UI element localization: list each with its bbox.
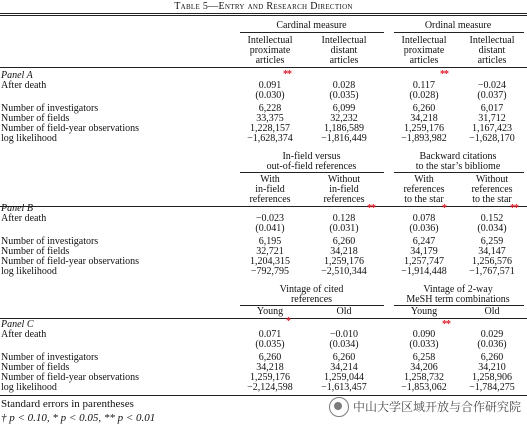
panel-b-after-death-c1: −0.023 [255,213,285,224]
panel-a-ll-c1: −1,628,374 [247,133,293,144]
panel-b-star-c2: ** [367,203,375,214]
panel-a-col2-l3: articles [329,55,359,66]
panel-a-star-c3: ** [440,69,448,80]
panel-a-inv-c1: 6,228 [258,103,282,114]
panel-b-col4-l3: to the star [472,194,512,205]
panel-c-group-left-l2: references [290,294,333,305]
panel-a-after-death-c3: 0.117 [412,80,436,91]
panel-a-after-death-label: After death [1,80,47,91]
panel-b-fields-label: Number of fields [1,246,70,257]
panel-a-group-left: Cardinal measure [276,20,347,31]
panel-c-inv-c3: 6,258 [412,352,436,363]
panel-a-fields-c1: 33,375 [256,113,284,124]
panel-c-col1: Young [256,306,284,317]
panel-b-fields-c2: 34,218 [330,246,358,257]
panel-b-group-right-l1: Backward citations [419,151,497,162]
panel-c-ll-c4: −1,784,275 [469,382,515,393]
panel-c-ll-c2: −1,613,457 [321,382,367,393]
panel-b-col3-l3: to the star [404,194,444,205]
panel-c-inv-c1: 6,260 [258,352,282,363]
panel-c-fields-c4: 34,210 [478,362,506,373]
panel-c-fyo-c4: 1,258,906 [472,372,512,383]
panel-a-inv-c3: 6,260 [412,103,436,114]
panel-a-inv-c4: 6,017 [480,103,504,114]
panel-b-col4-l1: Without [475,174,509,185]
panel-a-label: Panel A [1,70,33,81]
panel-a-col4-l1: Intellectual [469,35,515,46]
panel-b-ll-c2: −2,510,344 [321,266,367,277]
panel-b-col1-l1: With [260,174,280,185]
panel-c-fields-c3: 34,206 [410,362,438,373]
panel-b-col2-l1: Without [327,174,361,185]
panel-b-fields-c1: 32,721 [256,246,284,257]
panel-a-header-rule [0,67,527,68]
panel-a-col1-l1: Intellectual [247,35,293,46]
panel-a-col2-l1: Intellectual [321,35,367,46]
panel-b-col2-l3: references [323,194,365,205]
table-title: Table 5—Entry and Research Direction [174,1,353,12]
panel-b-star-c4: ** [510,203,518,214]
panel-a-fields-c3: 34,218 [410,113,438,124]
panel-a-col4-l2: distant [478,45,506,56]
panel-b-se-c3: (0.036) [409,223,439,234]
panel-a-ll-c3: −1,893,982 [401,133,447,144]
panel-b-col4-l2: references [471,184,513,195]
panel-a-col1-l2: proximate [249,45,291,56]
panel-b-fields-c4: 34,147 [478,246,506,257]
panel-b-fyo-label: Number of field-year observations [1,256,140,267]
panel-c-investigators-label: Number of investigators [1,352,99,363]
watermark [329,396,521,418]
panel-b-col3-l1: With [414,174,434,185]
panel-b-se-c4: (0.034) [477,223,507,234]
panel-a-group-rule-right [394,32,524,33]
panel-c-group-right-l1: Vintage of 2-way [423,284,493,295]
panel-a-after-death-c1: 0.091 [258,80,282,91]
panel-b-ll-c4: −1,767,571 [469,266,515,277]
panel-c-ll-label: log likelihood [1,382,57,393]
top-rule [0,13,527,14]
panel-a-inv-c2: 6,099 [332,103,356,114]
panel-b-after-death-label: After death [1,213,47,224]
panel-c-fields-c1: 34,218 [256,362,284,373]
panel-b-fields-c3: 34,179 [410,246,438,257]
panel-c-after-death-label: After death [1,329,47,340]
panel-a-fields-label: Number of fields [1,113,70,124]
panel-a-fyo-c2: 1,186,589 [324,123,364,134]
panel-c-star-c3: ** [442,319,450,330]
panel-a-investigators-label: Number of investigators [1,103,99,114]
panel-b-group-left-l1: In-field versus [282,151,341,162]
panel-b-col1-l3: references [249,194,291,205]
panel-c-fyo-c1: 1,259,176 [250,372,290,383]
panel-c-col4: Old [484,306,500,317]
panel-a-ll-c2: −1,816,449 [321,133,367,144]
panel-a-star-c1: ** [283,69,291,80]
panel-b-investigators-label: Number of investigators [1,236,99,247]
panel-b-after-death-c3: 0.078 [412,213,436,224]
panel-b-label: Panel B [1,203,33,214]
panel-b-group-right-l2: to the star’s bibliome [415,161,501,172]
panel-b-after-death-c2: 0.128 [332,213,356,224]
panel-c-fields-c2: 34,214 [330,362,358,373]
se-note: Standard errors in parentheses [1,398,134,410]
panel-c-ll-c3: −1,853,062 [401,382,447,393]
panel-a-fields-c4: 31,712 [478,113,506,124]
panel-c-col2: Old [336,306,352,317]
panel-b-group-rule-right [394,172,524,173]
panel-a-col4-l3: articles [477,55,507,66]
panel-b-group-left-l2: out-of-field references [266,161,357,172]
watermark-text: 中山大学区域开放与合作研究院 [352,400,521,414]
panel-b-ll-c1: −792,795 [250,266,290,277]
panel-c-se-c3: (0.033) [409,339,439,350]
panel-c-after-death-c1: 0.071 [258,329,282,340]
panel-a-col3-l2: proximate [403,45,445,56]
panel-c-after-death-c3: 0.090 [412,329,436,340]
panel-a-fyo-c3: 1,259,176 [404,123,444,134]
panel-c-fyo-c2: 1,259,044 [324,372,364,383]
panel-a-se-c1: (0.030) [255,90,285,101]
panel-c-star-c1: * [286,316,290,327]
panel-b-se-c1: (0.041) [255,223,285,234]
panel-b-fyo-c3: 1,257,747 [404,256,444,267]
panel-b-star-c3: * [442,203,446,214]
panel-a-col3-l3: articles [409,55,439,66]
panel-a-fyo-c4: 1,167,423 [472,123,512,134]
panel-a-group-right: Ordinal measure [424,20,492,31]
panel-b-fyo-c1: 1,204,315 [250,256,290,267]
panel-a-col2-l2: distant [330,45,358,56]
panel-b-header-rule [0,206,527,207]
panel-c-se-c2: (0.034) [329,339,359,350]
panel-b-ll-c3: −1,914,448 [401,266,447,277]
top-rule-2 [0,15,527,16]
panel-a-se-c3: (0.028) [409,90,439,101]
panel-b-ll-label: log likelihood [1,266,57,277]
wechat-icon [329,397,349,417]
panel-c-group-right-l2: MeSH term combinations [406,294,510,305]
panel-a-fyo-c1: 1,228,157 [250,123,290,134]
panel-c-se-c1: (0.035) [255,339,285,350]
panel-c-inv-c2: 6,260 [332,352,356,363]
panel-b-after-death-c4: 0.152 [480,213,504,224]
panel-a-fyo-label: Number of field-year observations [1,123,140,134]
panel-b-inv-c4: 6,259 [480,236,504,247]
panel-a-after-death-c2: 0.028 [332,80,356,91]
panel-a-ll-c4: −1,628,170 [469,133,515,144]
panel-c-after-death-c4: 0.029 [480,329,504,340]
panel-a-col1-l3: articles [255,55,285,66]
panel-a-ll-label: log likelihood [1,133,57,144]
panel-c-fyo-c3: 1,258,732 [404,372,444,383]
panel-c-after-death-c2: −0.010 [329,329,359,340]
panel-b-inv-c2: 6,260 [332,236,356,247]
significance-note: † p < 0.10, * p < 0.05, ** p < 0.01 [1,412,156,424]
panel-c-fyo-label: Number of field-year observations [1,372,140,383]
panel-b-inv-c1: 6,195 [258,236,282,247]
panel-b-col3-l2: references [403,184,445,195]
panel-b-col2-l2: in-field [329,184,359,195]
panel-a-after-death-c4: −0.024 [477,80,507,91]
panel-a-fields-c2: 32,232 [330,113,358,124]
panel-a-se-c4: (0.037) [477,90,507,101]
panel-c-label: Panel C [1,319,34,330]
panel-c-col3: Young [410,306,438,317]
panel-c-inv-c4: 6,260 [480,352,504,363]
panel-a-se-c2: (0.035) [329,90,359,101]
panel-b-fyo-c4: 1,256,576 [472,256,512,267]
panel-a-group-rule-left [240,32,384,33]
panel-c-group-left-l1: Vintage of cited [279,284,344,295]
panel-b-inv-c3: 6,247 [412,236,436,247]
panel-c-fields-label: Number of fields [1,362,70,373]
panel-b-group-rule-left [240,172,384,173]
panel-a-col3-l1: Intellectual [401,35,447,46]
panel-b-se-c2: (0.031) [329,223,359,234]
panel-c-ll-c1: −2,124,598 [247,382,293,393]
panel-b-fyo-c2: 1,259,176 [324,256,364,267]
panel-b-col1-l2: in-field [255,184,285,195]
panel-c-se-c4: (0.036) [477,339,507,350]
